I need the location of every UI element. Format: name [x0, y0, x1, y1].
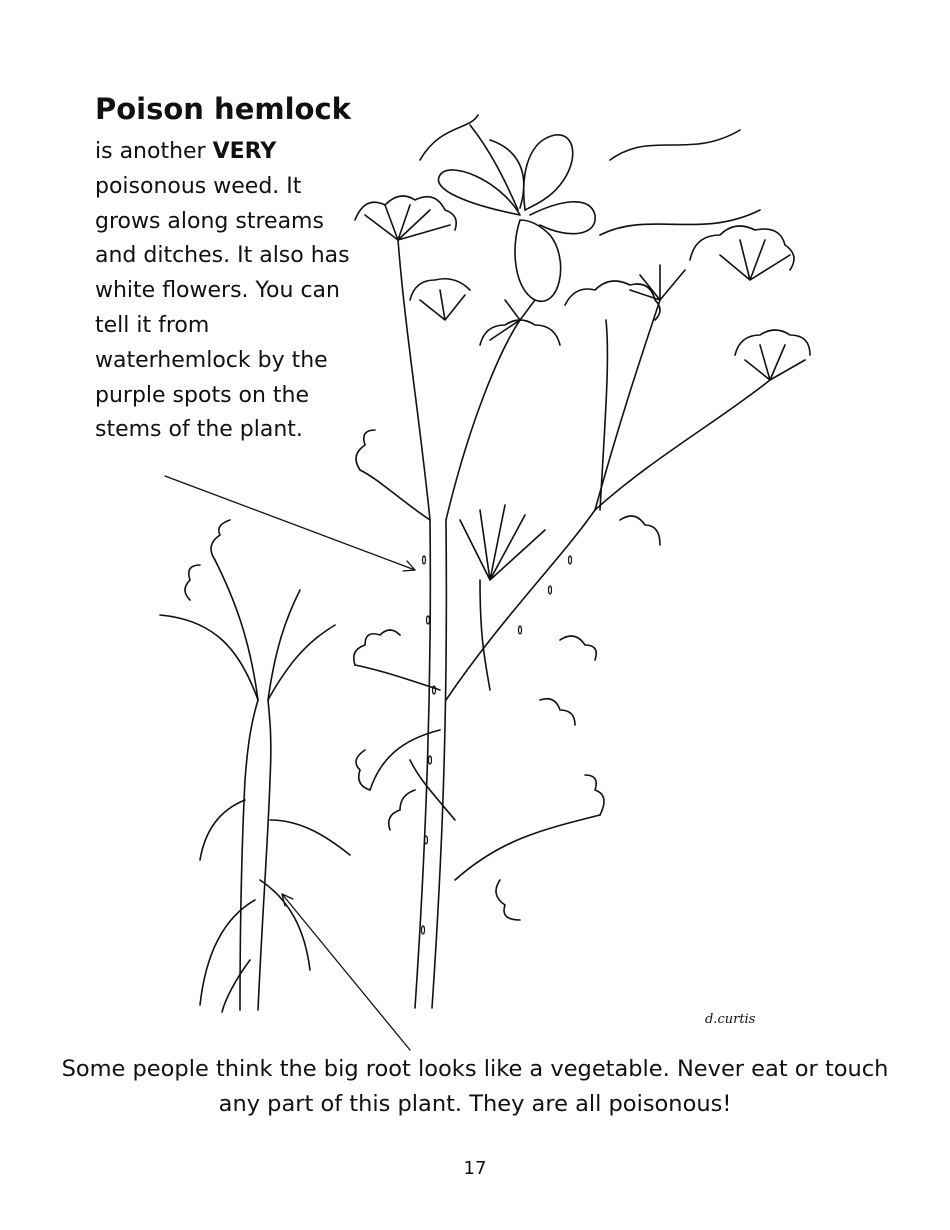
description-lead: is another: [95, 139, 213, 164]
leaf-clusters: [354, 430, 660, 920]
pointer-arrows: [165, 476, 415, 1050]
page-title: Poison hemlock: [95, 92, 351, 126]
butterfly-drawing: [420, 115, 760, 301]
root-drawing: [160, 520, 350, 1012]
artist-signature: d.curtis: [705, 1012, 756, 1027]
page-number: 17: [463, 1158, 487, 1179]
caption-text: Some people think the big root looks like a vegetable. Never eat or touch any part of this plant. They are all poisonous!: [61, 1056, 889, 1117]
description-emphasis: VERY: [212, 139, 277, 164]
plant-stem-drawing: [355, 240, 770, 1008]
flower-clusters: [355, 196, 810, 580]
description-rest: poisonous weed. It grows along streams and ditches. It also has white flowers. You can tell it from waterhemlock by the purple spots on the stems of the plant.: [95, 173, 350, 443]
